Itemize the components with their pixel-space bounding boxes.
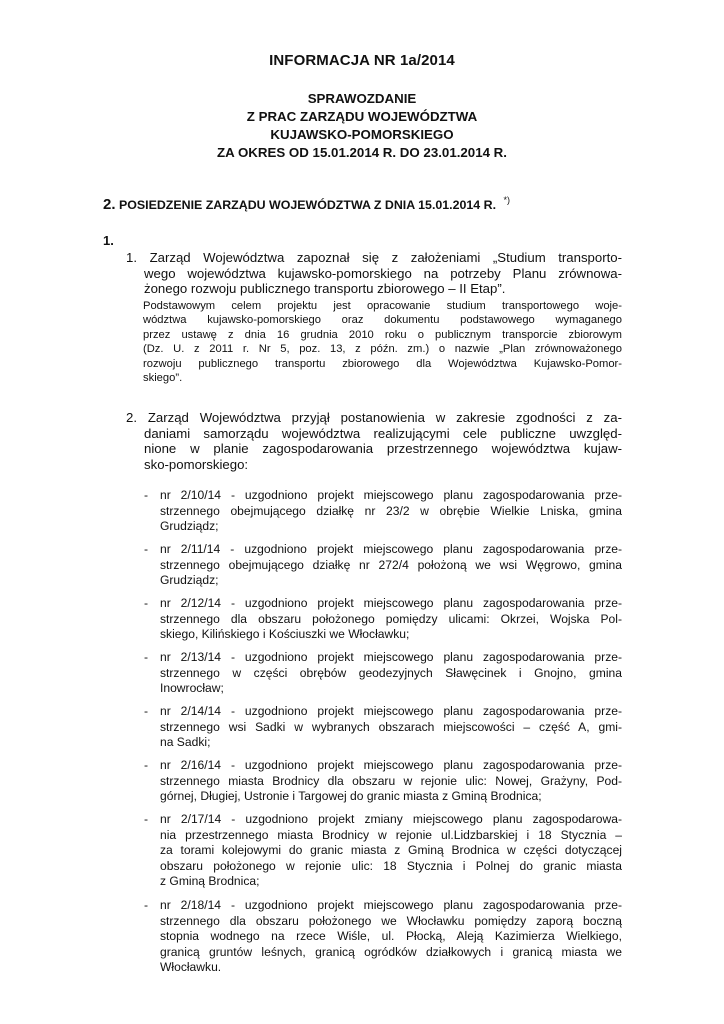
list-item-line: strzennego dla obszaru położonego pomiędzy ulicami: Okrzei, Wojska Pol- [160, 611, 622, 626]
section-number: 2. [103, 196, 116, 213]
list-item-line: granicą gruntów leśnych, granicą ogródków działkowych i granicą miasta we [160, 944, 622, 959]
note-line: Podstawowym celem projektu jest opracowanie studium transportowego woje- [143, 300, 622, 312]
item-2-line: daniami samorządu województwa realizującymi cele publiczne uwzględ- [144, 425, 622, 441]
report-title [0, 90, 724, 162]
item-2-text: Zarząd Województwa przyjął postanowienia w zakresie zgodności z za- [147, 410, 622, 425]
list-dash: - [144, 596, 149, 610]
item-2-line [126, 410, 622, 426]
note-line: wództwa kujawsko-pomorskiego oraz dokumentu podstawowego wymaganego [143, 314, 622, 327]
section-heading [103, 196, 510, 213]
note-line: rozwoju publicznego transportu zbiorowego dla Województwa Kujawsko-Pomor- [143, 357, 622, 370]
section-heading-text: POSIEDZENIE ZARZĄDU WOJEWÓDZTWA Z DNIA 15.01.2014 R. [118, 198, 497, 212]
agenda-item-1 [126, 250, 622, 297]
list-item-line: na Sadki; [160, 735, 211, 750]
item-1-number: 1. [126, 250, 137, 265]
list-item-line: nr 2/11/14 - uzgodniono projekt miejscowego planu zagospodarowania prze- [160, 542, 622, 556]
list-dash: - [144, 812, 149, 826]
report-title-line: KUJAWSKO-POMORSKIEGO [270, 127, 454, 142]
list-item-line: z Gminą Brodnica; [160, 874, 260, 889]
report-title-line: SPRAWOZDANIE [307, 91, 417, 106]
list-item-line: nr 2/18/14 - uzgodniono projekt miejscowego planu zagospodarowania prze- [160, 898, 622, 912]
list-item-line: skiego, Kilińskiego i Kościuszki we Włocławku; [160, 627, 410, 642]
list-dash: - [144, 898, 149, 912]
item-1-line: żonego rozwoju publicznego transportu zbiorowego – II Etap”. [144, 281, 506, 297]
list-item-line: górnej, Długiej, Ustronie i Targowej do granic miasta z Gminą Brodnica; [160, 789, 542, 804]
list-item-line: nr 2/13/14 - uzgodniono projekt miejscowego planu zagospodarowania prze- [160, 650, 622, 664]
list-item-line: nr 2/10/14 - uzgodniono projekt miejscowego planu zagospodarowania prze- [160, 488, 622, 502]
list-item-line: strzennego dla obszaru położonego we Włocławku pomiędzy zaporą boczną [160, 913, 622, 928]
list-dash: - [144, 542, 149, 556]
list-dash: - [144, 704, 149, 718]
list-item-line: Grudziądz; [160, 573, 219, 588]
note-line: przez ustawę z dnia 16 grudnia 2010 roku o publicznym transporcie zbiorowym [143, 328, 622, 341]
list-item-line: nr 2/12/14 - uzgodniono projekt miejscowego planu zagospodarowania prze- [160, 596, 622, 610]
item-1-note [143, 299, 622, 385]
note-line: (Dz. U. z 2011 r. Nr 5, poz. 13, z późn. zm.) o nazwie „Plan zrównoważonego [143, 343, 622, 356]
note-line: skiego”. [143, 372, 183, 385]
footnote-mark: *) [503, 195, 510, 205]
list-item-line: nia przestrzennego miasta Brodnicy w rejonie ul.Lidzbarskiej i 18 Stycznia – [160, 827, 622, 842]
list-item-line: Grudziądz; [160, 519, 219, 534]
list-item-line: strzennego obejmującego działkę nr 272/4 położoną we wsi Węgrowo, gmina [160, 557, 622, 572]
list-item-line: strzennego w części obrębów geodezyjnych Sławęcinek i Gnojno, gmina [160, 665, 622, 680]
list-item-line: obszaru położonego w rejonie ulic: 18 Stycznia i Polnej do granic miasta [160, 858, 622, 873]
list-item-line: stopnia wodnego na rzece Wiśle, ul. Płocką, Aleją Kazimierza Wielkiego, [160, 929, 622, 944]
agenda-item-2 [126, 410, 622, 472]
list-item-line: strzennego miasta Brodnicy dla obszaru w rejonie ulic: Nowej, Grażyny, Pod- [160, 773, 622, 788]
document-title: INFORMACJA NR 1a/2014 [269, 52, 455, 69]
report-title-line: ZA OKRES OD 15.01.2014 R. DO 23.01.2014 R. [217, 145, 507, 160]
list-item-line: nr 2/14/14 - uzgodniono projekt miejscowego planu zagospodarowania prze- [160, 704, 622, 718]
list-item-line: Włocławku. [160, 960, 222, 975]
item-1-line [126, 250, 622, 266]
item-2-line: sko-pomorskiego: [144, 456, 249, 472]
list-item-line: nr 2/17/14 - uzgodniono projekt zmiany miejscowego planu zagospodarowa- [160, 812, 622, 826]
list-item-line: za torami kolejowymi do granic miasta z Gminą Brodnica w części dotyczącej [160, 843, 622, 858]
list-item-line: Inowrocław; [160, 681, 224, 696]
item-2-number: 2. [126, 410, 137, 425]
item-1-text: Zarząd Województwa zapoznał się z założeniami „Studium transporto- [149, 250, 622, 265]
list-dash: - [144, 758, 149, 772]
list-item-line: strzennego wsi Sadki w wybranych obszarach miejscowości – część A, gmi- [160, 719, 622, 734]
list-item-line: nr 2/16/14 - uzgodniono projekt miejscowego planu zagospodarowania prze- [160, 758, 622, 772]
item-2-line: nione w planie zagospodarowania przestrzennego województwa kujaw- [144, 441, 622, 457]
point-label: 1. [103, 233, 114, 248]
item-1-line: wego województwa kujawsko-pomorskiego na potrzeby Planu zrównowa- [144, 265, 622, 281]
list-item-line: strzennego obejmującego działkę nr 23/2 w obrębie Wielkie Lniska, gmina [160, 503, 622, 518]
list-dash: - [144, 488, 149, 502]
report-title-line: Z PRAC ZARZĄDU WOJEWÓDZTWA [246, 109, 478, 124]
list-dash: - [144, 650, 149, 664]
